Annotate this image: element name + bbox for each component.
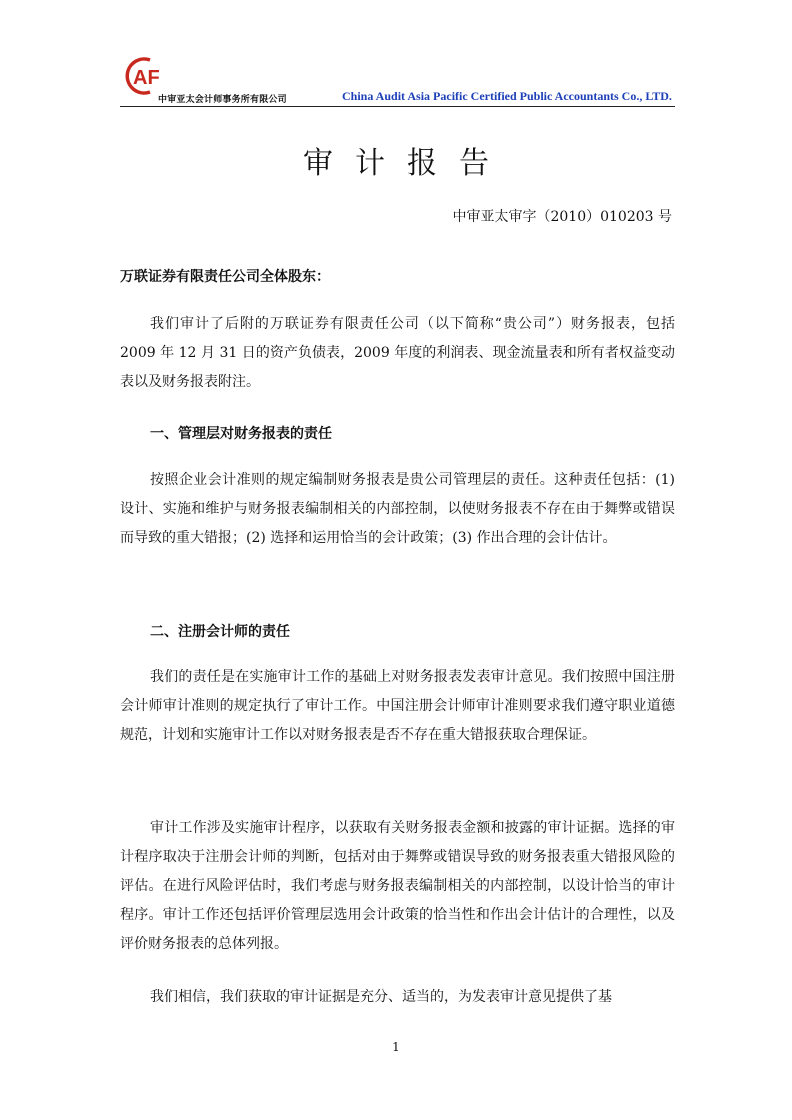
logo-text: AF	[133, 67, 160, 89]
section2-heading: 二、注册会计师的责任	[150, 624, 290, 640]
company-name-en: China Audit Asia Pacific Certified Public Accountants Co., LTD.	[342, 89, 672, 103]
header-divider	[120, 106, 675, 107]
section1-paragraph: 按照企业会计准则的规定编制财务报表是贵公司管理层的责任。这种责任包括：(1) 设计、实施和维护与财务报表编制相关的内部控制，以使财务报表不存在由于舞弊或错误而导致的重大错报；(2) 选择和运用恰当的会计政策；(3) 作出合理的会计估计。	[120, 472, 675, 546]
company-name-cn: 中审亚太会计师事务所有限公司	[158, 95, 287, 105]
section2-paragraph-3: 我们相信，我们获取的审计证据是充分、适当的，为发表审计意见提供了基	[150, 989, 612, 1005]
company-logo	[120, 52, 162, 100]
document-number: 中审亚太审字（2010）010203 号	[452, 209, 672, 225]
section2-paragraph-2: 审计工作涉及实施审计程序，以获取有关财务报表金额和披露的审计证据。选择的审计程序取决于注册会计师的判断，包括对由于舞弊或错误导致的财务报表重大错报风险的评估。在进行风险评估时，我们考虑与财务报表编制相关的内部控制，以设计恰当的审计程序。审计工作还包括评价管理层选用会计政策的恰当性和作出会计估计的合理性，以及评价财务报表的总体列报。	[120, 820, 675, 952]
section2-paragraph-1: 我们的责任是在实施审计工作的基础上对财务报表发表审计意见。我们按照中国注册会计师审计准则的规定执行了审计工作。中国注册会计师审计准则要求我们遵守职业道德规范，计划和实施审计工作以对财务报表是否不存在重大错报获取合理保证。	[120, 669, 675, 743]
page-number: 1	[392, 1040, 400, 1054]
intro-paragraph: 我们审计了后附的万联证券有限责任公司（以下简称“贵公司”）财务报表，包括 2009 年 12 月 31 日的资产负债表，2009 年度的利润表、现金流量表和所有者权益变动表以及财务报表附注。	[120, 316, 675, 390]
section1-heading: 一、管理层对财务报表的责任	[150, 426, 332, 442]
letterhead	[120, 52, 675, 108]
page-title: 审计报告	[303, 146, 511, 181]
addressee: 万联证券有限责任公司全体股东：	[120, 269, 330, 285]
